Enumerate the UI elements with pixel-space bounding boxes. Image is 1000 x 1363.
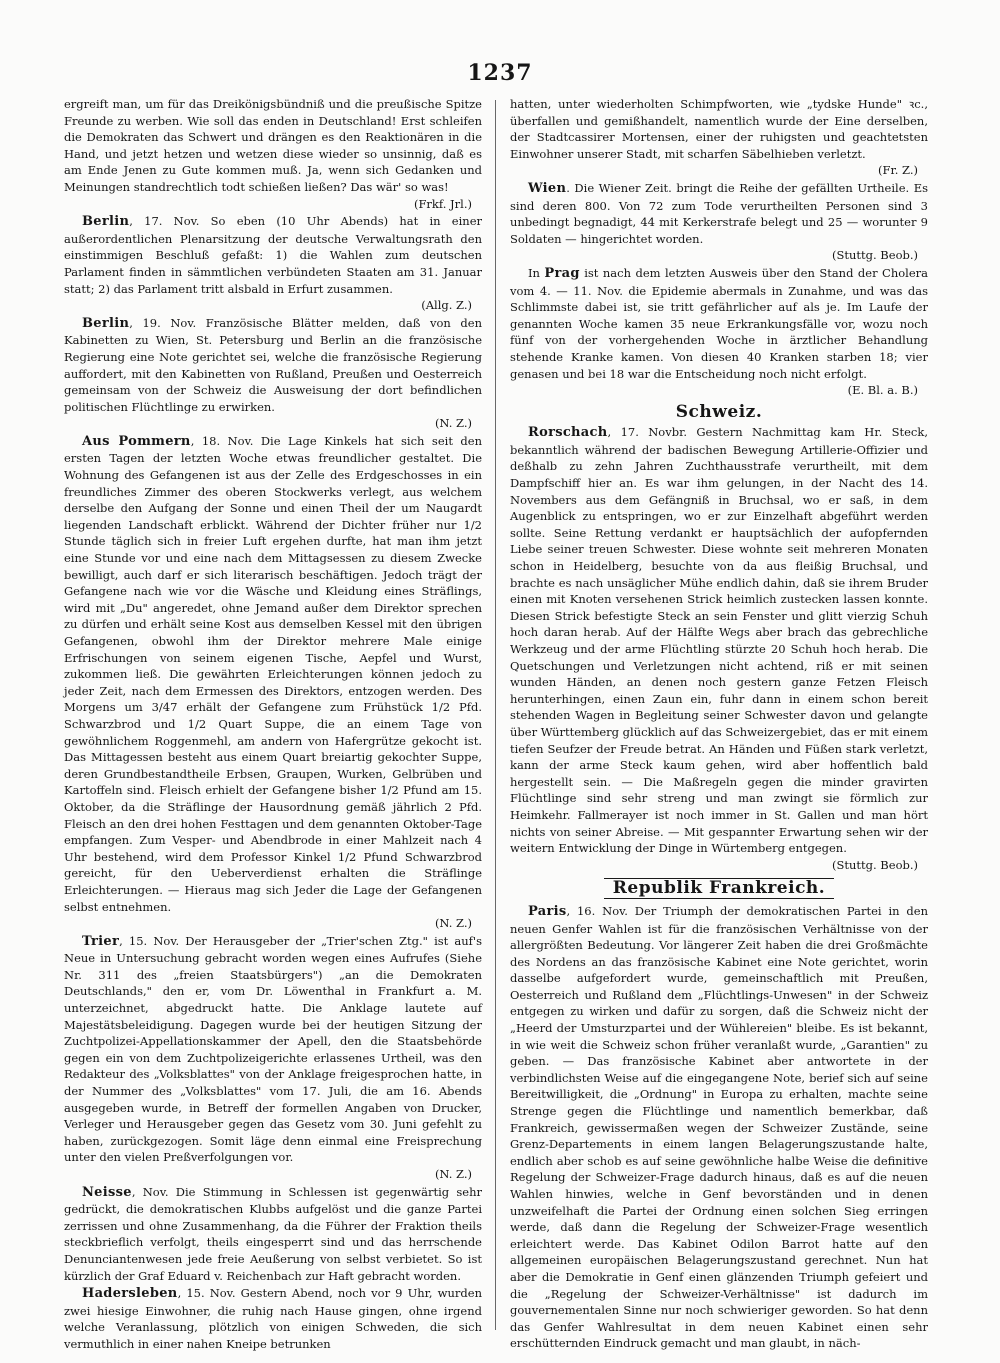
dateline: Berlin [82,315,130,331]
article-text: , 17. Nov. So eben (10 Uhr Abends) hat in einer außerordentlichen Plenarsitzung der deutsche Verwaltungsrath den einstimmigen Beschluß gefaßt: 1) die Wahlen zum deutschen Parlament finden in sämmtlichen verbündeten Staaten am 31. Januar statt; 2) das Parlament tritt alsbald in Erfurt zusammen. [64,214,482,296]
article-prag [510,265,928,399]
article-text: , 15. Nov. Der Herausgeber der „Trier'schen Ztg." ist auf's Neue in Untersuchung gebracht worden wegen eines Aufrufes (Siehe Nr. 311 des „freien Staatsbürgers") „an die Demokraten Deutschlands," den er, vom Dr. Löwenthal in Frankfurt a. M. unterzeichnet, abgedruckt hatte. Die Anklage lautete auf Majestätsbeleidigung. Dagegen wurde bei der heutigen Sitzung der Zuchtpolizei-Appellationskammer der Apell, den die Staatsbehörde gegen ein von dem Zuchtpolizeigerichte erlassenes Urtheil, was den Redakteur des „Volksblattes" von der Anklage freigesprochen hatte, in der Nummer des „Volksblattes" vom 17. Juli, die am 16. Abends ausgegeben wurde, in Betreff der formellen Angaben von Drucker, Verleger und Herausgeber gegen das Gesetz vom 30. Juni gefehlt zu haben, zurückgezogen. Somit läge denn einmal eine Freisprechung unter den vielen Preßverfolgungen vor. [64,933,482,1165]
page-number: 1237 [467,60,533,86]
article-source: (Fr. Z.) [878,163,918,178]
article-source: (Frkf. Jrl.) [413,196,472,211]
article-source: (Stuttg. Beob.) [832,857,918,872]
article-source: (Stuttg. Beob.) [832,248,918,263]
article-text: hatten, unter wiederholten Schimpfworten, wie „tydske Hunde" ꝛc., überfallen und gemißhandelt, namentlich wurde der Eine derselben, der Stadtcassirer Mortensen, einer der ruhigsten und geachtetsten Einwohner unserer Stadt, mit scharfen Säbelhieben verletzt. [510,97,928,161]
section-heading-frankreich: Republik Frankreich. [604,878,834,899]
article-source: (E. Bl. a. B.) [847,383,918,398]
article-source: (N. Z.) [434,1167,472,1181]
article-source: (N. Z.) [434,916,472,931]
article-wien [510,180,928,264]
right-column [510,96,928,1351]
column-divider [495,100,496,1330]
dateline: Rorschach [528,425,608,441]
article-text: ergreift man, um für das Dreikönigsbündniß und die preußische Spitze Freunde zu werben. Wie soll das enden in Deutschland! Erst schleifen die Demokraten das Schwert und drängen es den Reaktionären in die Hand, und jetzt hetzen und wetzen diese wieder so unsinnig, daß es am Ende Jenen zu Gute kommen muß. Ja, wenn sich Gedanken und Meinungen standrechtlich todt schießen ließen? Das wär' so was! [64,97,482,194]
article-text: In [528,265,545,280]
dateline: Hadersleben [82,1286,178,1302]
article-neisse [64,1184,482,1285]
article-paris [510,903,928,1352]
section-heading-schweiz: Schweiz. [675,401,763,422]
left-column [64,96,482,1351]
article-source: (N. Z.) [434,416,472,431]
article-text: , 15. Nov. Gestern Abend, noch vor 9 Uhr, wurden zwei hiesige Einwohner, die ruhig nach Hause gingen, ohne irgend welche Veranlassung, plötzlich von einigen Schweden, die sich vermuthlich in einer nahen Kneipe betrunken [64,1286,482,1351]
article-continuation [64,96,482,212]
article-hadersleben [64,1285,482,1352]
article-text: , 16. Nov. Der Triumph der demokratischen Partei in den neuen Genfer Wahlen ist für die französischen Verhältnisse von der allergrößten Bedeutung. Vor längerer Zeit haben die drei Großmächte des Nordens an das französische Kabinet eine Note gerichtet, worin dasselbe aufgefordert wurde, gemeinschaftlich mit Preußen, Oesterreich und Rußland dem „Flüchtlings-Unwesen" in der Schweiz entgegen zu wirken und dafür zu sorgen, daß die Schweiz nicht der „Heerd der Umsturzpartei und der Wühlereien" bleibe. Es ist bekannt, in wie weit die Schweiz schon früher veranlaßt wurde, „Garantien" zu geben. — Das französische Kabinet aber antwortete in der verbindlichsten Weise auf die eingegangene Note, berief sich auf seine Bereitwilligkeit, die „Ordnung" in Europa zu erhalten, machte seine Strenge gegen die Flüchtlinge und namentlich bemerkbar, daß Frankreich, gewissermaßen wegen der Schweizer Zustände, seine Grenz-Departements in einem langen Belagerungszustande halte, endlich aber schob es auf seine gewöhnliche halbe Weise die definitive Regelung der Schweizer-Frage dadurch hinaus, daß es auf die neuen Wahlen hinwies, welche in Genf bevorständen und in denen unzweifelhaft die Partei der Ordnung einen solchen Sieg erringen werde, daß dann die Regelung der Schweizer-Frage wesentlich erleichtert werde. Das Kabinet Odilon Barrot hatte auf den allgemeinen europäischen Belagerungszustand gerechnet. Nun hat aber die Demokratie in Genf einen glänzenden Triumph gefeiert und die „Regelung der Schweizer-Verhältnisse" ist dadurch im gouvernementalen Sinne nur noch schwieriger geworden. So hat denn das Genfer Wahlresultat in dem neuen Kabinet einen sehr erschütternden Eindruck gemacht und man glaubt, in näch- [510,903,928,1351]
dateline: Aus Pommern [82,433,191,449]
article-text: ist nach dem letzten Ausweis über den Stand der Cholera vom 4. — 11. Nov. die Epidemie abermals in Zunahme, und was das Schlimmste dabei ist, sie tritt gefährlicher auf als je. Im Laufe der genannten Woche kamen 35 neue Erkrankungsfälle vor, wozu noch fünf von der vorhergehenden Woche in ärztlicher Behandlung stehende Kranke kamen. Von diesen 40 Kranken starben 18; vier genasen und bei 18 war die Entscheidung noch nicht erfolgt. [510,265,928,381]
article-text: , 18. Nov. Die Lage Kinkels hat sich seit den ersten Tagen der letzten Woche etwas freundlicher gestaltet. Die Wohnung des Gefangenen ist aus der Zelle des Erdgeschosses in ein freundliches Zimmer des oberen Stockwerks verlegt, aus welchem derselbe den Aufgang der Sonne und einen Theil der um Naugardt liegenden Landschaft erblickt. Während der Dichter früher nur 1/2 Stunde täglich sich in freier Luft ergehen durfte, hat man ihm jetzt eine Stunde vor und eine nach dem Mittagsessen zu diesem Zwecke bewilligt, auch darf er sich literarisch beschäftigen. Jedoch trägt der Gefangene nach wie vor die Wäsche und Kleidung eines Sträflings, wird mit „Du" angeredet, ohne Jemand außer dem Direktor sprechen zu dürfen und erhält seine Kost aus demselben Kessel mit den übrigen Gefangenen, obwohl ihm der Direktor mehrere Male einige Erfrischungen von seinem eigenen Tische, Aepfel und Wurst, zukommen ließ. Die gewährten Erleichterungen können jedoch zu jeder Zeit, nach dem Ermessen des Direktors, entzogen werden. Des Morgens um 3/47 erhält der Gefangene zum Frühstück 1/2 Pfd. Schwarzbrod und 1/2 Quart Suppe, die an einem Tage von gewöhnlichem Roggenmehl, am andern von Hafergrütze gekocht ist. Das Mittagessen besteht aus einem Quart breiartig gekochter Suppe, deren Grundbestandtheile Erbsen, Graupen, Wurken, Gelbrüben und Kartoffeln sind. Fleisch erhielt der Gefangene bisher 1/2 Pfund am 15. Oktober, da die Sträflinge der Hausordnung gemäß jährlich 2 Pfd. Fleisch an den drei hohen Festtagen und dem genannten Oktober-Tage empfangen. Zum Vesper- und Abendbrode in einer Mahlzeit nach 4 Uhr bestehend, wird dem Professor Kinkel 1/2 Pfund Schwarzbrod gereicht, für den Ueberverdienst erhalten die Sträflinge Erleichterungen. — Hieraus mag sich Jeder die Lage der Gefangenen selbst entnehmen. [64,433,482,914]
article-berlin-19 [64,315,482,432]
dateline: Paris [528,903,567,919]
dateline: Neisse [82,1184,132,1200]
article-text: , Nov. Die Stimmung in Schlessen ist gegenwärtig sehr gedrückt, die demokratischen Klubbs aufgelöst und die ganze Partei zerrissen und ohne Zusammenhang, da die Führer der Fraktion theils steckbrieflich verfolgt, theils eingesperrt sind und das herrschende Denunciantenwesen jede freie Aeußerung von selbst verbietet. So ist kürzlich der Graf Eduard v. Reichenbach zur Haft gebracht worden. [64,1184,482,1283]
dateline: Prag [544,265,580,281]
article-hadersleben-cont [510,96,928,179]
article-rorschach [510,424,928,873]
article-text: . Die Wiener Zeit. bringt die Reihe der gefällten Urtheile. Es sind deren 800. Von 72 zum Tode verurtheilten Personen sind 3 unbedingt begnadigt, 44 mit Kerkerstrafe belegt und 25 — worunter 9 Soldaten — hingerichtet worden. [510,180,928,246]
article-pommern [64,433,482,932]
article-berlin-17 [64,213,482,314]
dateline: Wien [528,180,567,196]
dateline: Berlin [82,214,130,230]
dateline: Trier [82,933,120,949]
article-text: , 17. Novbr. Gestern Nachmittag kam Hr. Steck, bekanntlich während der badischen Bewegung Artillerie-Offizier und deßhalb zu zehn Jahren Zuchthausstrafe verurtheilt, mit dem Dampfschiff hier an. Es war ihm gelungen, in der Nacht des 14. Novembers aus dem Gefängniß in Bruchsal, wo er saß, in dem Augenblick zu entspringen, wo er zur Einzelhaft abgeführt werden sollte. Seine Rettung verdankt er hauptsächlich der aufopfernden Liebe seiner treuen Schwester. Diese wohnte seit mehreren Monaten schon in Heidelberg, besuchte von da aus fleißig Bruchsal, und brachte es nach unsäglicher Mühe endlich dahin, daß sie ihrem Bruder einen mit Knoten versehenen Strick heimlich zustecken lassen konnte. Diesen Strick befestigte Steck an sein Fenster und glitt vierzig Schuh hoch daran herab. Auf der Hälfte Wegs aber brach das gebrechliche Werkzeug und der arme Flüchtling stürzte 20 Schuh hoch herab. Die Quetschungen und Verletzungen nicht achtend, riß er mit seinen wunden Händen, an denen noch gestern ganze Fetzen Fleisch herunterhingen, einen Zaun ein, fuhr dann in einem schon bereit stehenden Wagen in Begleitung seiner Schwester davon und gelangte über Württemberg glücklich auf das Schweizergebiet, das er mit einem tiefen Seufzer der Freude betrat. An Händen und Füßen stark verletzt, kann der arme Steck kaum gehen, wird aber hoffentlich bald hergestellt sein. — Die Maßregeln gegen die minder gravirten Flüchtlinge sind sehr streng und man zwingt sie förmlich zur Heimkehr. Fallmerayer ist noch immer in St. Gallen und man hört nichts von seiner Abreise. — Mit gespannter Erwartung sehen wir der weitern Entwicklung der Dinge in Würtemberg entgegen. [510,425,928,856]
article-text: , 19. Nov. Französische Blätter melden, daß von den Kabinetten zu Wien, St. Petersburg und Berlin an die französische Regierung eine Note gerichtet sei, welche die französische Regierung auffordert, mit den Kabinetten von Rußland, Preußen und Oesterreich gemeinsam von der Schweiz die Ausweisung der dort befindlichen politischen Flüchtlinge zu erwirken. [64,315,482,414]
article-trier [64,933,482,1183]
article-source: (Allg. Z.) [421,298,472,313]
